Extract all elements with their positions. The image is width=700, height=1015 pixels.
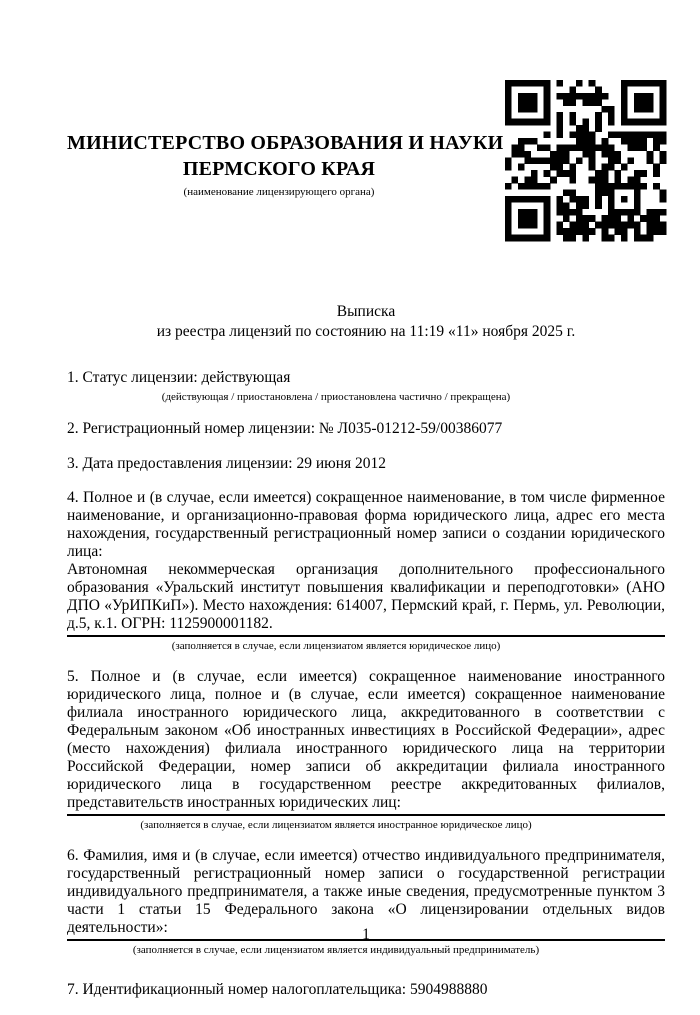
section-2-registration-number [67,419,665,439]
ministry-name-line1: МИНИСТЕРСТВО ОБРАЗОВАНИЯ И НАУКИ [67,132,504,154]
section-1-text: 1. Статус лицензии: действующая [67,369,291,386]
ministry-caption: (наименование лицензирующего органа) [183,186,375,198]
page-number: 1 [362,926,370,943]
section-1-note: (действующая / приостановлена / приостановлена частично / прекращена) [161,391,511,403]
section-4-label: 4. Полное и (в случае, если имеется) сокращенное наименование, в том числе фирменное наименование, и организационно-правовая форма юридического лица, адрес его места нахождения, государственный регистрационный номер записи о создании юридического лица: [67,489,665,560]
document-title-line1: Выписка [336,303,396,320]
section-5-label: 5. Полное и (в случае, если имеется) сокращенное наименование иностранного юридического лица, полное и (в случае, если имеется) сокращенное наименование филиала иностранного юридического лица, аккредитованного в соответствии с Федеральным законом «Об иностранных инвестициях в Российской Федерации», адрес (место нахождения) филиала иностранного юридического лица на территории Российской Федерации, номер записи об аккредитации филиала иностранного юридического лица в государственном реестре аккредитованных филиалов, представительств иностранных юридических лиц: [67,668,665,811]
section-2-text: 2. Регистрационный номер лицензии: № Л035-01212-59/00386077 [67,420,503,437]
section-3-text: 3. Дата предоставления лицензии: 29 июня 2012 [67,455,386,472]
section-4-note: (заполняется в случае, если лицензиатом является юридическое лицо) [171,640,501,652]
ministry-name-line2: ПЕРМСКОГО КРАЯ [182,158,376,180]
section-4-value: Автономная некоммерческая организация дополнительного профессионального образования «Уральский институт повышения квалификации и переподготовки» (АНО ДПО «УрИПКиП»). Место нахождения: 614007, Пермский край, г. Пермь, ул. Революции, д.5, к.1. ОГРН: 1125900001182. [67,561,665,632]
section-7-taxpayer-number [67,980,665,1000]
section-7-text: 7. Идентификационный номер налогоплательщика: 5904988880 [67,981,488,998]
document-title-line2: из реестра лицензий по состоянию на 11:19 «11» ноября 2025 г. [156,323,576,340]
document-title [67,302,665,342]
section-5-foreign-entity [67,668,665,832]
section-1-license-status [67,368,665,404]
section-6-note: (заполняется в случае, если лицензиатом является индивидуальный предприниматель) [132,944,540,956]
section-4-fill-in-rule [67,635,665,637]
section-5-fill-in-rule [67,814,665,816]
licensing-authority-header [67,130,504,199]
document-body [67,302,665,1015]
qr-code-icon [505,80,666,241]
section-5-note: (заполняется в случае, если лицензиатом является иностранное юридическое лицо) [140,819,532,831]
section-6-label: 6. Фамилия, имя и (в случае, если имеется) отчество индивидуального предпринимателя, государственный регистрационный номер записи о государственной регистрации индивидуального предпринимателя, а также иные сведения, предусмотренные пунктом 3 части 1 статьи 15 Федерального закона «О лицензировании отдельных видов деятельности»: [67,847,665,936]
section-3-license-date [67,454,665,474]
section-4-legal-entity [67,489,665,653]
